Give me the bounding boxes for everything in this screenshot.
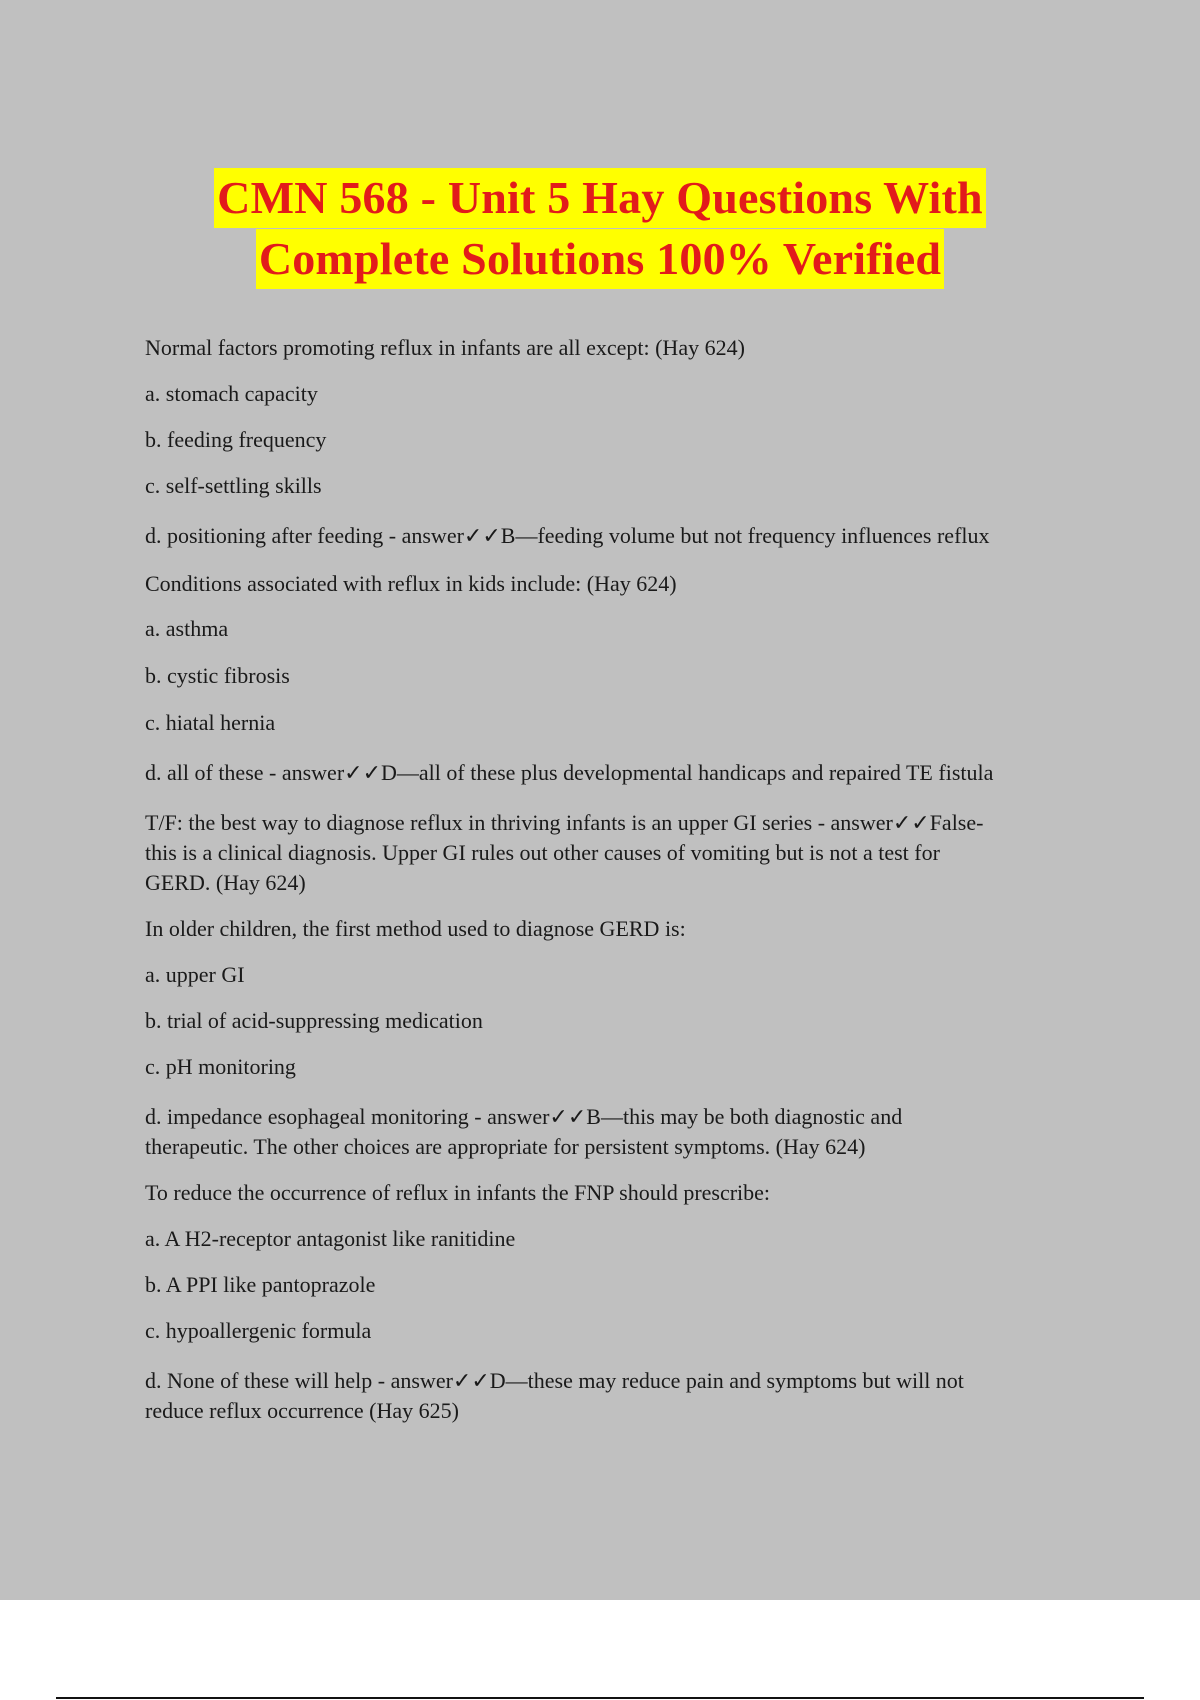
question-5-option-a: a. A H2-receptor antagonist like ranitidine [145,1226,516,1251]
question-1-option-c: c. self-settling skills [145,473,322,498]
question-4-stem: In older children, the first method used to diagnose GERD is: [145,916,686,941]
question-3-line-2: this is a clinical diagnosis. Upper GI rules out other causes of vomiting but is not a test for [145,840,940,865]
question-5-answer-line-1: d. None of these will help - answer✓✓D—these may reduce pain and symptoms but will not [145,1368,964,1393]
question-5-stem: To reduce the occurrence of reflux in infants the FNP should prescribe: [145,1180,771,1205]
question-2-stem: Conditions associated with reflux in kids include: (Hay 624) [145,571,677,596]
question-2-option-c: c. hiatal hernia [145,710,276,735]
question-1-stem: Normal factors promoting reflux in infants are all except: (Hay 624) [145,335,745,360]
question-4-answer-line-2: therapeutic. The other choices are appropriate for persistent symptoms. (Hay 624) [145,1134,866,1159]
question-1-option-a: a. stomach capacity [145,381,318,406]
question-2-option-b: b. cystic fibrosis [145,663,290,688]
question-5-option-b: b. A PPI like pantoprazole [145,1272,376,1297]
question-5-option-c: c. hypoallergenic formula [145,1318,372,1343]
title-line-2: Complete Solutions 100% Verified [256,229,944,289]
title-line-1: CMN 568 - Unit 5 Hay Questions With [214,168,986,228]
question-3-line-3: GERD. (Hay 624) [145,870,306,895]
document-body [145,333,1095,1426]
question-2-answer: d. all of these - answer✓✓D—all of these plus developmental handicaps and repaired TE fistula [145,760,994,785]
question-4-option-c: c. pH monitoring [145,1054,296,1079]
question-2-option-a: a. asthma [145,616,229,641]
page-bottom-divider [56,1697,1144,1699]
question-3-line-1: T/F: the best way to diagnose reflux in thriving infants is an upper GI series - answer✓✓False- [145,810,984,835]
question-4-option-b: b. trial of acid-suppressing medication [145,1008,483,1033]
question-1-answer: d. positioning after feeding - answer✓✓B—feeding volume but not frequency influences reflux [145,523,990,548]
question-5-answer-line-2: reduce reflux occurrence (Hay 625) [145,1398,459,1423]
question-4-answer-line-1: d. impedance esophageal monitoring - answer✓✓B—this may be both diagnostic and [145,1104,903,1129]
question-1-option-b: b. feeding frequency [145,427,327,452]
document-title [0,168,1200,290]
question-4-option-a: a. upper GI [145,962,245,987]
